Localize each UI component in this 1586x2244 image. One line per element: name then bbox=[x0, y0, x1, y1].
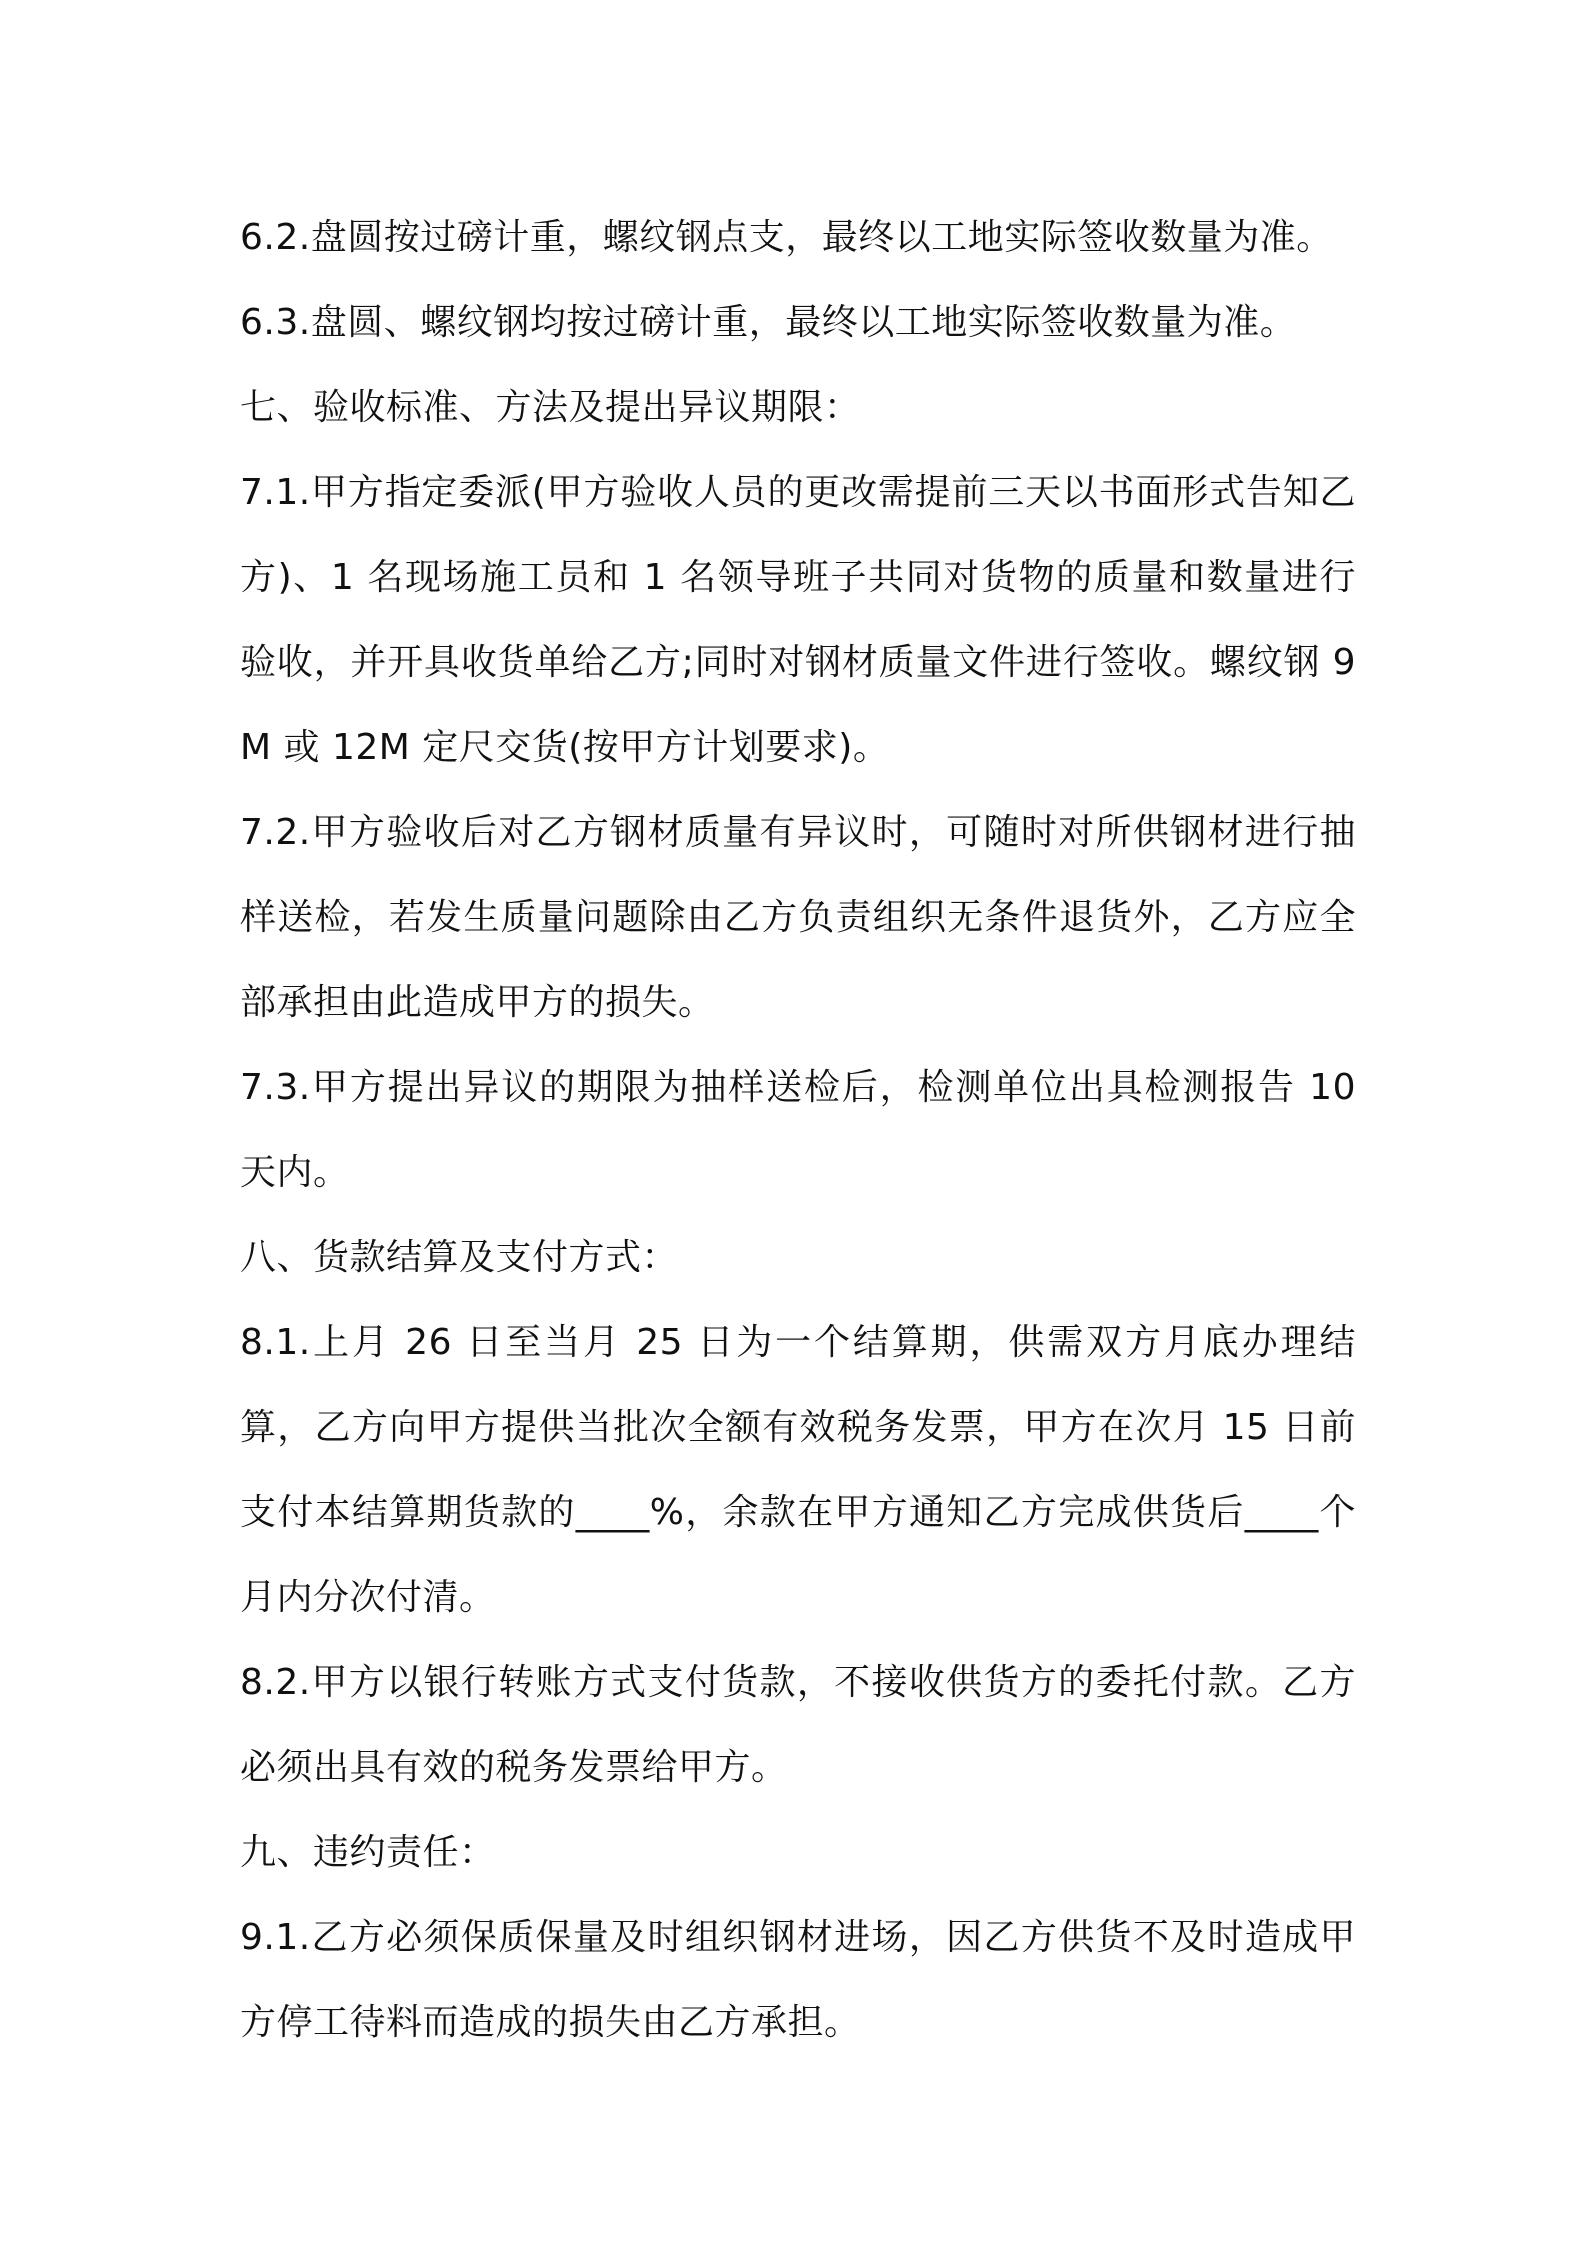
clause-8-1: 8.1.上月 26 日至当月 25 日为一个结算期，供需双方月底办理结算，乙方向甲方提供当批次全额有效税务发票，甲方在次月 15 日前支付本结算期货款的____%，余款在甲方通知乙方完成供货后____个月内分次付清。 bbox=[240, 1322, 1356, 1618]
clause-9-1: 9.1.乙方必须保质保量及时组织钢材进场，因乙方供货不及时造成甲方停工待料而造成的损失由乙方承担。 bbox=[240, 1917, 1356, 2043]
section-heading-8: 八、货款结算及支付方式： bbox=[240, 1237, 679, 1278]
section-heading-9: 九、违约责任： bbox=[240, 1832, 496, 1873]
section-heading-7: 七、验收标准、方法及提出异议期限： bbox=[240, 387, 861, 428]
clause-7-3: 7.3.甲方提出异议的期限为抽样送检后，检测单位出具检测报告 10 天内。 bbox=[240, 1067, 1356, 1193]
clause-8-2: 8.2.甲方以银行转账方式支付货款，不接收供货方的委托付款。乙方必须出具有效的税务发票给甲方。 bbox=[240, 1662, 1356, 1788]
clause-7-1: 7.1.甲方指定委派(甲方验收人员的更改需提前三天以书面形式告知乙方)、1 名现场施工员和 1 名领导班子共同对货物的质量和数量进行验收，并开具收货单给乙方;同时对钢材质量文件进行签收。螺纹钢 9M 或 12M 定尺交货(按甲方计划要求)。 bbox=[240, 472, 1356, 768]
clause-6-2: 6.2.盘圆按过磅计重，螺纹钢点支，最终以工地实际签收数量为准。 bbox=[240, 217, 1333, 258]
clause-7-2: 7.2.甲方验收后对乙方钢材质量有异议时，可随时对所供钢材进行抽样送检，若发生质量问题除由乙方负责组织无条件退货外，乙方应全部承担由此造成甲方的损失。 bbox=[240, 812, 1356, 1023]
document-body bbox=[240, 195, 1356, 2065]
clause-6-3: 6.3.盘圆、螺纹钢均按过磅计重，最终以工地实际签收数量为准。 bbox=[240, 302, 1297, 343]
